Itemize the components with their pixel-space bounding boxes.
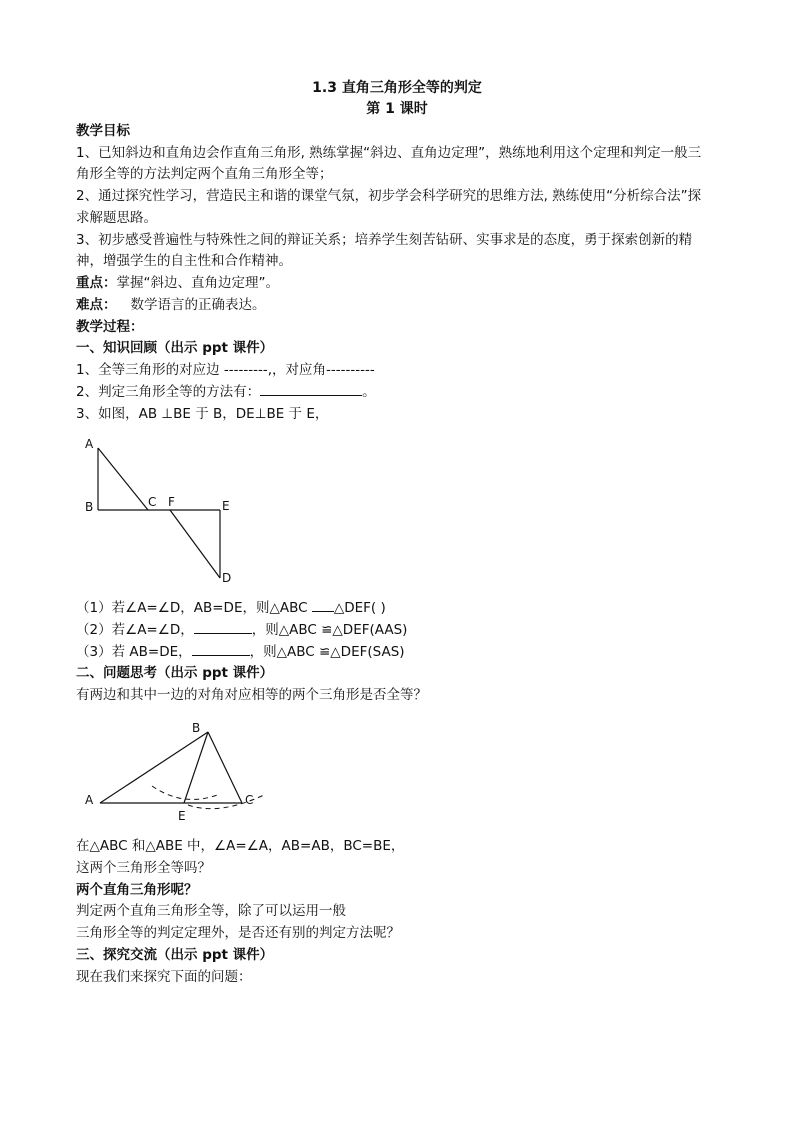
sub-question-1-prefix: （1）若∠A=∠D，AB=DE，则△ABC [76, 600, 312, 616]
recall-question-1: 1、全等三角形的对应边 ---------,，对应角---------- [76, 362, 375, 378]
sub-question-2-prefix: （2）若∠A=∠D， [76, 622, 194, 638]
figure2-label-c: C [245, 793, 254, 807]
key-point-text: 掌握“斜边、直角边定理”。 [116, 275, 279, 291]
answer-blank [260, 382, 362, 396]
objective-3-line-2: 神，增强学生的自主性和合作精神。 [76, 253, 292, 269]
recall-question-2-prefix: 2、判定三角形全等的方法有： [76, 384, 261, 400]
difficulty [76, 295, 266, 315]
section3-heading: 三、探究交流（出示 ppt 课件） [76, 947, 274, 963]
objective-2-line-2: 求解题思路。 [76, 210, 157, 226]
figure1-label-f: F [168, 495, 175, 509]
recall-question-3: 3、如图，AB ⊥BE 于 B，DE⊥BE 于 E， [76, 406, 329, 422]
answer-blank [192, 642, 250, 656]
section2-line-1: 在△ABC 和△ABE 中，∠A=∠A，AB=AB，BC=BE， [76, 838, 405, 854]
answer-blank [312, 598, 334, 612]
key-point [76, 273, 279, 293]
figure1-label-e: E [222, 499, 230, 513]
sub-question-2 [76, 620, 407, 640]
process-heading: 教学过程： [76, 319, 144, 335]
objective-1-line-1: 1、已知斜边和直角边会作直角三角形, 熟练掌握“斜边、直角边定理”，熟练地利用这个定理和判定一般三 [76, 145, 702, 161]
objective-3-line-1: 3、初步感受普遍性与特殊性之间的辩证关系；培养学生刻苦钻研、实事求是的态度，勇于探索创新的精 [76, 232, 693, 248]
sub-question-3-prefix: （3）若 AB=DE， [76, 644, 192, 660]
key-point-label: 重点： [76, 275, 117, 291]
document-title: 1.3 直角三角形全等的判定 [312, 80, 482, 96]
answer-blank [194, 620, 252, 634]
sub-question-1 [76, 598, 386, 618]
objectives-heading: 教学目标 [76, 123, 130, 139]
figure2-label-e: E [178, 809, 186, 823]
section2-question: 有两边和其中一边的对角对应相等的两个三角形是否全等？ [76, 687, 427, 703]
sub-question-2-suffix: ，则△ABC ≌△DEF(AAS) [251, 622, 408, 638]
figure1-label-c: C [148, 495, 157, 509]
difficulty-label: 难点： [76, 297, 117, 313]
figure-ssa-triangles [70, 712, 300, 828]
section2-bold-line: 两个直角三角形呢？ [76, 882, 198, 898]
figure1-label-d: D [222, 571, 232, 585]
objective-1-line-2: 角形全等的方法判定两个直角三角形全等； [76, 166, 333, 182]
recall-question-2-suffix: 。 [362, 384, 376, 400]
section2-heading: 二、问题思考（出示 ppt 课件） [76, 665, 274, 681]
figure1-label-b: B [85, 500, 94, 514]
objective-2-line-1: 2、通过探究性学习，营造民主和谐的课堂气氛，初步学会科学研究的思维方法, 熟练使用“分析综合法”探 [76, 188, 702, 204]
sub-question-1-suffix: △DEF( ) [333, 600, 386, 616]
figure-right-triangles [70, 430, 270, 590]
figure1-label-a: A [85, 437, 94, 451]
sub-question-3-suffix: ，则△ABC ≌△DEF(SAS) [249, 644, 405, 660]
figure2-label-a: A [85, 793, 94, 807]
lesson-subtitle: 第 1 课时 [366, 101, 428, 117]
sub-question-3 [76, 642, 405, 662]
recall-question-2 [76, 382, 376, 402]
section2-line-2: 这两个三角形全等吗？ [76, 860, 211, 876]
section2-line-4: 三角形全等的判定定理外，是否还有别的判定方法呢？ [76, 925, 400, 941]
section3-line-1: 现在我们来探究下面的问题： [76, 969, 252, 985]
difficulty-text: 数学语言的正确表达。 [130, 297, 266, 313]
section1-heading: 一、知识回顾（出示 ppt 课件） [76, 340, 274, 356]
figure2-label-b: B [192, 721, 201, 735]
section2-line-3: 判定两个直角三角形全等，除了可以运用一般 [76, 903, 346, 919]
